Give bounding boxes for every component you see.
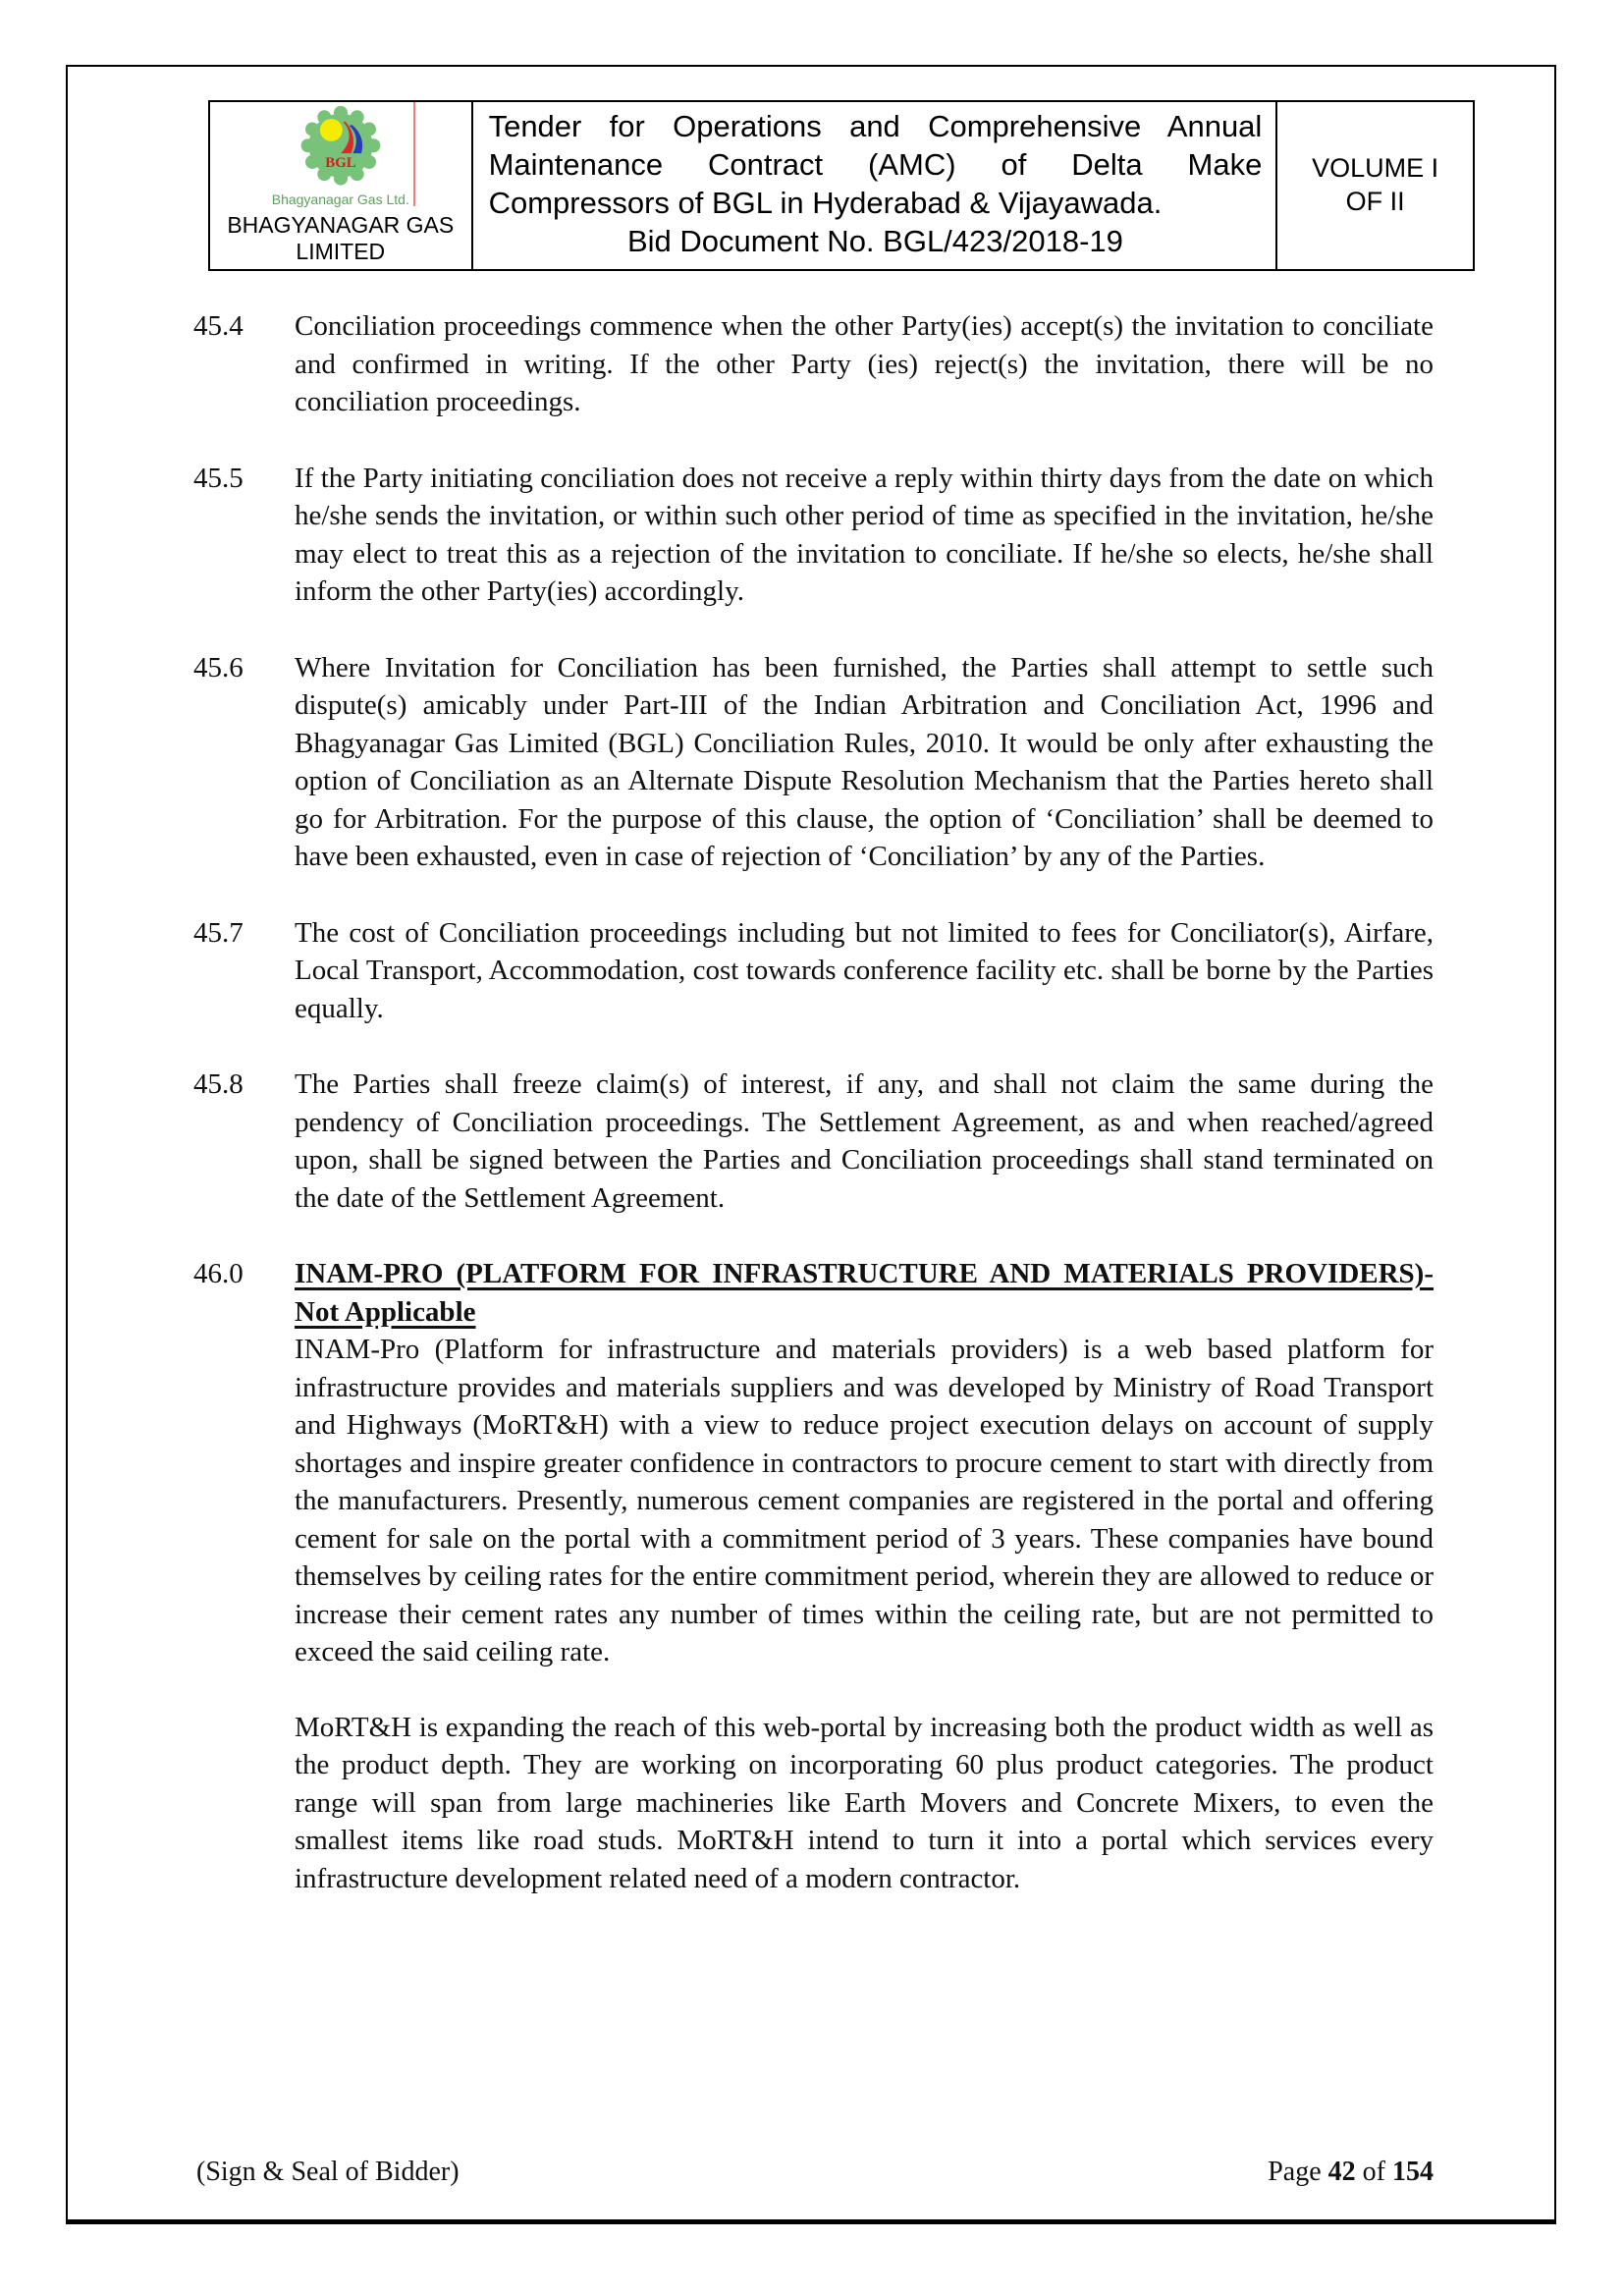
logo-cell xyxy=(210,102,473,269)
volume-line2: OF II xyxy=(1345,187,1405,216)
section-paragraph: INAM-Pro (Platform for infrastructure and materials providers) is a web based platform for infrastructure provides and materials suppliers and was developed by Ministry of Road Transport and Highways (MoRT&H) with a view to reduce project execution delays on account of supply shortages and inspire greater confidence in contractors to procure cement to start with directly from the manufacturers. Presently, numerous cement companies are registered in the portal and offering cement for sale on the portal with a commitment period of 3 years. These companies have bound themselves by ceiling rates for the entire commitment period, wherein they are allowed to reduce or increase their cement rates any number of times within the ceiling rate, but are not permitted to exceed the said ceiling rate. xyxy=(295,1334,1434,1667)
page-number: 42 xyxy=(1327,2157,1356,2187)
org-name-line1: BHAGYANAGAR GAS xyxy=(227,212,455,238)
section-paragraph: MoRT&H is expanding the reach of this web-portal by increasing both the product width as well as the product depth. They are working on incorporating 60 plus product categories. The product range will span from large machineries like Earth Movers and Concrete Mixers, to even the smallest items like road studs. MoRT&H intend to turn it into a portal which services every infrastructure development related need of a modern contractor. xyxy=(295,1711,1434,1894)
section-number: 45.4 xyxy=(193,310,244,342)
of-word: of xyxy=(1362,2157,1385,2187)
section-number: 45.8 xyxy=(193,1068,244,1100)
section-text: Where Invitation for Conciliation has been furnished, the Parties shall attempt to settle such dispute(s) amicably under Part-III of the Indian Arbitration and Conciliation Act, 1996 and Bhagyanagar Gas Limited (BGL) Conciliation Rules, 2010. It would be only after exhausting the option of Conciliation as an Alternate Dispute Resolution Mechanism that the Parties hereto shall go for Arbitration. For the purpose of this clause, the option of ‘Conciliation’ shall be deemed to have been exhausted, even in case of rejection of ‘Conciliation’ by any of the Parties. xyxy=(295,651,1434,872)
section-45-6 xyxy=(193,649,1434,876)
section-45-7 xyxy=(193,914,1434,1028)
org-name xyxy=(210,212,471,269)
logo-monogram: BGL xyxy=(325,155,356,172)
document-title: Tender for Operations and Comprehensive Annual Maintenance Contract (AMC) of Delta Make Compressors of BGL in Hyderabad & Vijayawada. xyxy=(488,109,1263,220)
document-body xyxy=(68,271,1554,1897)
title-cell xyxy=(473,102,1278,269)
total-pages: 154 xyxy=(1392,2157,1434,2187)
logo-sun-icon xyxy=(320,119,343,141)
org-name-line2: LIMITED xyxy=(296,239,386,264)
section-text: The cost of Conciliation proceedings including but not limited to fees for Conciliator(s), Airfare, Local Transport, Accommodation, cost towards conference facility etc. shall be borne by the Parties equally. xyxy=(295,916,1434,1024)
section-text: Conciliation proceedings commence when the other Party(ies) accept(s) the invitation to conciliate and confirmed in writing. If the other Party (ies) reject(s) the invitation, there will be no conciliation proceedings. xyxy=(295,310,1434,417)
volume-cell xyxy=(1277,102,1473,269)
section-text: The Parties shall freeze claim(s) of interest, if any, and shall not claim the same during the pendency of Conciliation proceedings. The Settlement Agreement, as and when reached/agreed upon, shall be signed between the Parties and Conciliation proceedings shall stand terminated on the date of the Settlement Agreement. xyxy=(295,1068,1434,1214)
page-indicator xyxy=(1268,2157,1434,2188)
section-number: 45.7 xyxy=(193,916,244,949)
section-number: 45.6 xyxy=(193,651,244,683)
section-text: If the Party initiating conciliation does not receive a reply within thirty days from the date on which he/she sends the invitation, or within such other period of time as specified in the invitation, he/she may elect to treat this as a rejection of the invitation to conciliate. If he/she so elects, he/she shall inform the other Party(ies) accordingly. xyxy=(295,462,1434,607)
section-45-8 xyxy=(193,1066,1434,1217)
bid-document-number: Bid Document No. BGL/423/2018-19 xyxy=(626,224,1123,258)
page-border-box xyxy=(66,65,1556,2224)
sign-seal-note: (Sign & Seal of Bidder) xyxy=(196,2157,460,2187)
section-45-4 xyxy=(193,307,1434,421)
section-number: 46.0 xyxy=(193,1258,244,1289)
logo-caption: Bhagyanagar Gas Ltd. xyxy=(271,191,409,207)
volume-line1: VOLUME I xyxy=(1312,153,1439,183)
page-word: Page xyxy=(1268,2157,1322,2187)
bgl-logo-icon xyxy=(298,105,384,190)
section-number: 45.5 xyxy=(193,462,244,494)
section-45-5 xyxy=(193,460,1434,611)
page-footer xyxy=(196,2157,1434,2188)
section-46-0 xyxy=(193,1255,1434,1897)
logo-red-divider-line xyxy=(413,102,415,206)
section-heading: INAM-PRO (PLATFORM FOR INFRASTRUCTURE AND MATERIALS PROVIDERS)-Not Applicable xyxy=(295,1258,1434,1328)
document-header xyxy=(208,100,1475,271)
